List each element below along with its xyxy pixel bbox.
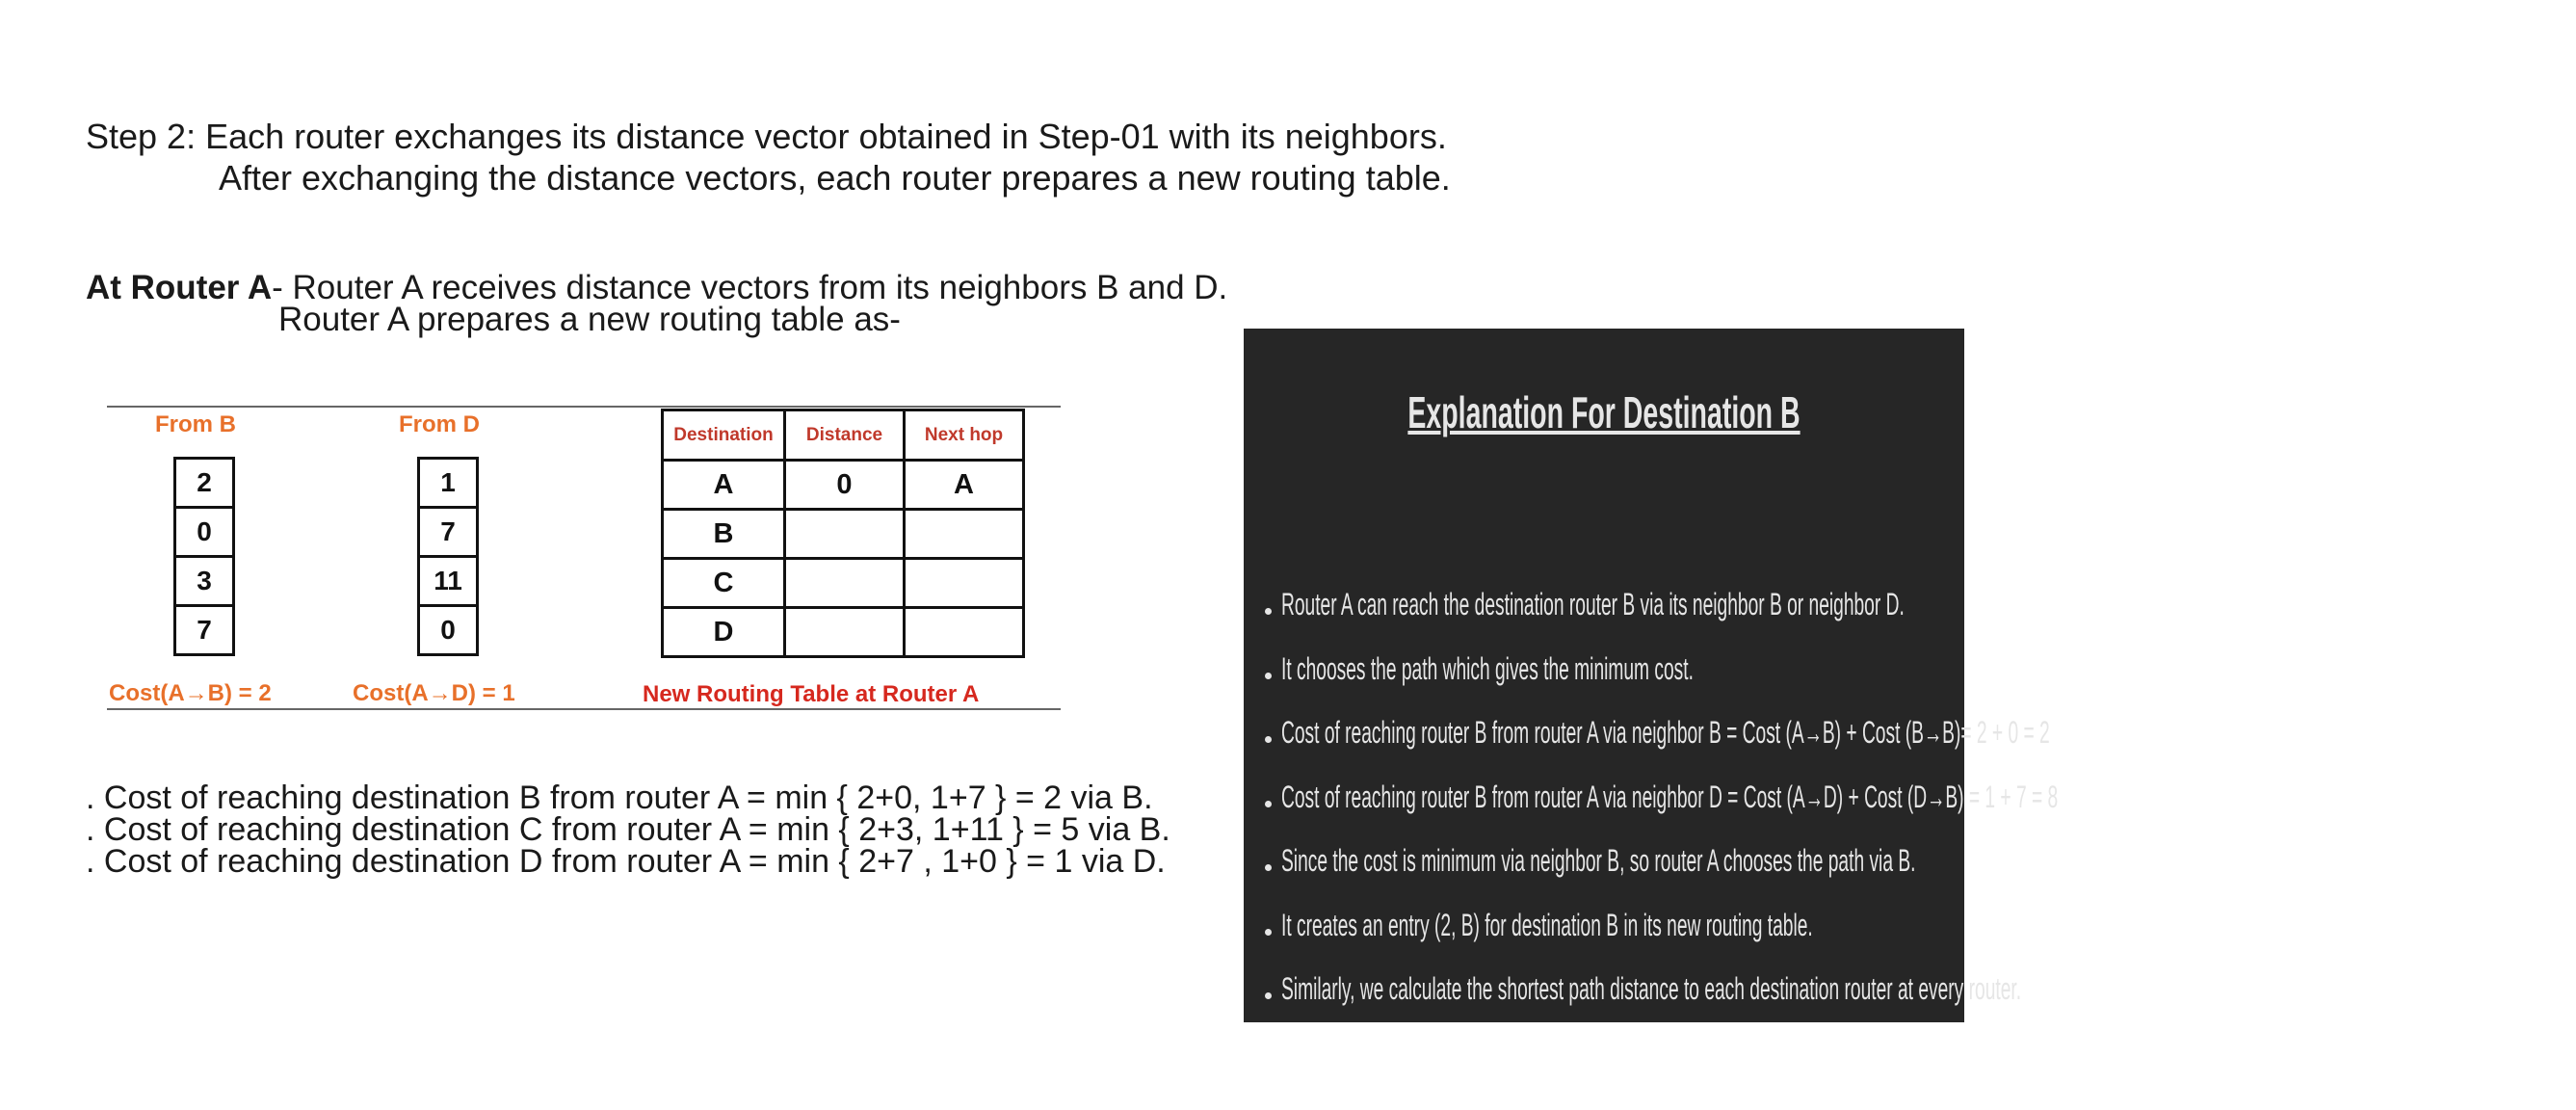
cost-a-d-label: Cost(A→D) = 1 bbox=[353, 680, 515, 706]
routing-table-caption: New Routing Table at Router A bbox=[643, 681, 980, 707]
table-row bbox=[663, 461, 1024, 510]
cost-a-b-label: Cost(A→B) = 2 bbox=[109, 680, 272, 706]
from-d-title: From D bbox=[399, 411, 480, 437]
diagram-top-rule bbox=[107, 406, 1061, 408]
bullet-text: Similarly, we calculate the shortest path distance to each destination router at every router. bbox=[1281, 971, 2022, 1006]
list-item bbox=[1265, 843, 2576, 908]
table-row bbox=[663, 510, 1024, 559]
rt-cell bbox=[785, 559, 905, 608]
rt-cell bbox=[905, 559, 1024, 608]
from-b-vector bbox=[173, 457, 235, 656]
explanation-title: Explanation For Destination B bbox=[1407, 387, 1801, 437]
bullet-text: Router A can reach the destination router B via its neighbor B or neighbor D. bbox=[1281, 587, 1905, 621]
rt-cell: A bbox=[663, 461, 785, 510]
from-b-value: 0 bbox=[175, 508, 234, 557]
cost-calculations bbox=[86, 782, 1170, 878]
rt-cell bbox=[905, 510, 1024, 559]
list-item bbox=[1265, 715, 2576, 780]
bullet-text: Since the cost is minimum via neighbor B, so router A chooses the path via B. bbox=[1281, 843, 1916, 878]
diagram-bottom-rule bbox=[107, 708, 1061, 710]
rt-header-distance: Distance bbox=[785, 410, 905, 461]
bullet-dot-icon bbox=[1265, 992, 1272, 999]
step-line-2: After exchanging the distance vectors, each router prepares a new routing table. bbox=[219, 158, 1451, 198]
cost-line-d: . Cost of reaching destination D from router A = min { 2+7 , 1+0 } = 1 via D. bbox=[86, 843, 1166, 880]
explanation-panel bbox=[1244, 329, 2059, 1022]
bullet-text: It creates an entry (2, B) for destination B in its new routing table. bbox=[1281, 907, 1813, 942]
list-item bbox=[1265, 651, 2576, 716]
rt-header-destination: Destination bbox=[663, 410, 785, 461]
router-a-line-1 bbox=[86, 269, 1228, 306]
table-row bbox=[663, 559, 1024, 608]
bullet-dot-icon bbox=[1265, 736, 1272, 743]
rt-cell: C bbox=[663, 559, 785, 608]
step-line-1: Step 2: Each router exchanges its distance vector obtained in Step-01 with its neighbors. bbox=[86, 117, 1447, 156]
bullet-dot-icon bbox=[1265, 608, 1272, 615]
list-item bbox=[1265, 587, 2576, 651]
from-d-value: 7 bbox=[419, 508, 478, 557]
bullet-dot-icon bbox=[1265, 864, 1272, 871]
cost-line-c: . Cost of reaching destination C from router A = min { 2+3, 1+11 } = 5 via B. bbox=[86, 811, 1170, 848]
cost-line-b: . Cost of reaching destination B from router A = min { 2+0, 1+7 } = 2 via B. bbox=[86, 780, 1153, 816]
from-b-value: 3 bbox=[175, 557, 234, 606]
new-routing-table bbox=[661, 409, 1025, 658]
router-a-line-1-text: - Router A receives distance vectors from its neighbors B and D. bbox=[272, 269, 1228, 306]
rt-cell: D bbox=[663, 608, 785, 657]
router-a-line-2: Router A prepares a new routing table as- bbox=[278, 301, 901, 338]
from-d-value: 11 bbox=[419, 557, 478, 606]
router-a-heading: At Router A bbox=[86, 269, 273, 306]
from-b-value: 7 bbox=[175, 606, 234, 655]
rt-cell bbox=[905, 608, 1024, 657]
bullet-dot-icon bbox=[1265, 801, 1272, 807]
bullet-text: Cost of reaching router B from router A via neighbor B = Cost (A→B) + Cost (B→B)= 2 + 0 = 2 bbox=[1281, 715, 2050, 750]
rt-cell: B bbox=[663, 510, 785, 559]
from-d-vector bbox=[417, 457, 479, 656]
rt-cell bbox=[785, 510, 905, 559]
from-b-title: From B bbox=[155, 411, 236, 437]
rt-cell: 0 bbox=[785, 461, 905, 510]
from-d-value: 0 bbox=[419, 606, 478, 655]
bullet-text: It chooses the path which gives the minimum cost. bbox=[1281, 650, 1694, 686]
bullet-text: Cost of reaching router B from router A via neighbor D = Cost (A→D) + Cost (D→B) = 1 + 7 = 8 bbox=[1281, 779, 2059, 814]
list-item bbox=[1265, 908, 2576, 972]
explanation-bullets bbox=[1265, 587, 2576, 1036]
rt-cell: A bbox=[905, 461, 1024, 510]
from-d-value: 1 bbox=[419, 459, 478, 508]
table-row bbox=[663, 608, 1024, 657]
bullet-dot-icon bbox=[1265, 929, 1272, 936]
list-item bbox=[1265, 971, 2576, 1036]
from-b-value: 2 bbox=[175, 459, 234, 508]
rt-cell bbox=[785, 608, 905, 657]
rt-header-next-hop: Next hop bbox=[905, 410, 1024, 461]
bullet-dot-icon bbox=[1265, 673, 1272, 679]
list-item bbox=[1265, 780, 2576, 844]
